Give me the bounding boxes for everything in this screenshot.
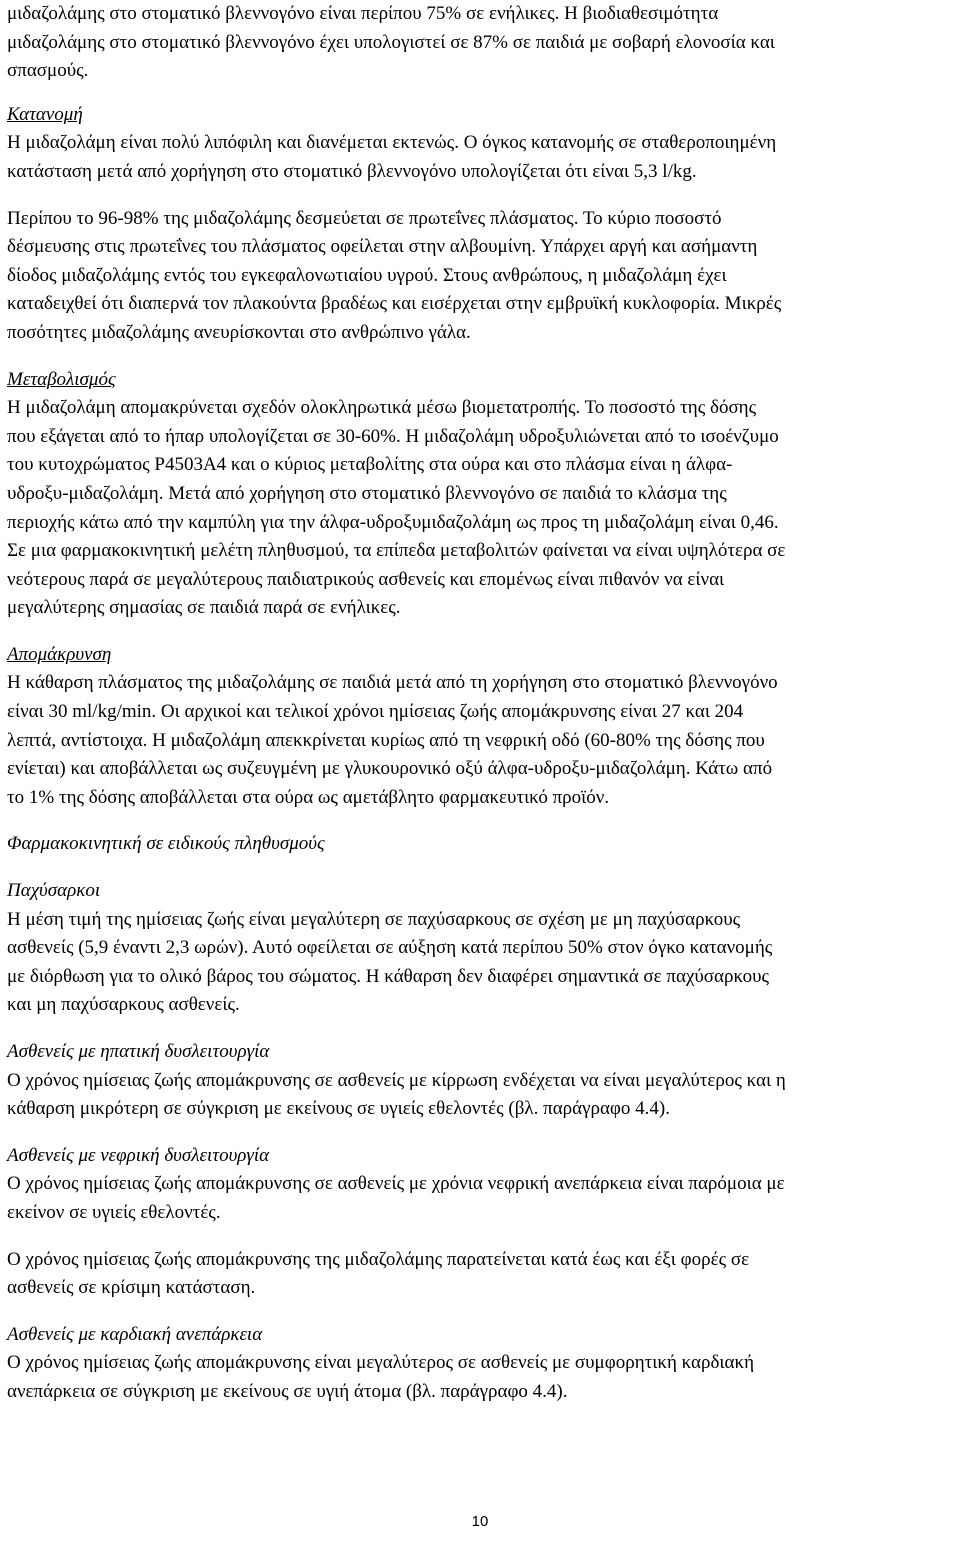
- obese-heading: Παχύσαρκοι: [7, 880, 101, 902]
- text-line: Η μιδαζολάμη απομακρύνεται σχεδόν ολοκληρωτικά μέσω βιομετατροπής. Το ποσοστό της δόσης: [7, 397, 757, 419]
- text-line: κάθαρση μικρότερη σε σύγκριση με εκείνους σε υγιείς εθελοντές (βλ. παράγραφο 4.4).: [7, 1098, 670, 1120]
- text-line: δέσμευσης στις πρωτεΐνες του πλάσματος οφείλεται στην αλβουμίνη. Υπάρχει αργή και ασήμαντη: [7, 236, 758, 258]
- text-line: περιοχής κάτω από την καμπύλη για την άλφα-υδροξυμιδαζολάμη ως προς τη μιδαζολάμη είναι 0,46.: [7, 511, 779, 533]
- metabolism-section: [7, 366, 953, 623]
- page-number: 10: [471, 1513, 489, 1530]
- metabolism-heading: Μεταβολισμός: [7, 368, 116, 390]
- critical-paragraph: [7, 1246, 953, 1303]
- text-line: Ο χρόνος ημίσειας ζωής απομάκρυνσης σε ασθενείς με κίρρωση ενδέχεται να είναι μεγαλύτερος και η: [7, 1069, 786, 1091]
- intro-paragraph: [7, 0, 953, 86]
- text-line: ανεπάρκεια σε σύγκριση με εκείνους σε υγιή άτομα (βλ. παράγραφο 4.4).: [7, 1380, 568, 1402]
- special-populations-heading: Φαρμακοκινητική σε ειδικούς πληθυσμούς: [7, 833, 325, 855]
- text-line: που εξάγεται από το ήπαρ υπολογίζεται σε 30-60%. Η μιδαζολάμη υδροξυλιώνεται από το ισοένζυμο: [7, 425, 779, 447]
- text-line: με διόρθωση για το ολικό βάρος του σώματος. Η κάθαρση δεν διαφέρει σημαντικά σε παχύσαρκους: [7, 965, 770, 987]
- text-line: και μη παχύσαρκους ασθενείς.: [7, 994, 240, 1016]
- text-line: ασθενείς (5,9 έναντι 2,3 ωρών). Αυτό οφείλεται σε αύξηση κατά περίπου 50% στον όγκο κατανομής: [7, 937, 773, 959]
- elimination-heading: Απομάκρυνση: [7, 643, 112, 665]
- text-line: νεότερους παρά σε μεγαλύτερους παιδιατρικούς ασθενείς και επομένως είναι πιθανόν να είναι: [7, 568, 725, 590]
- distribution-section: [7, 101, 953, 187]
- text-line: Η μιδαζολάμη είναι πολύ λιπόφιλη και διανέμεται εκτενώς. Ο όγκος κατανομής σε σταθεροποιημένη: [7, 132, 777, 154]
- hepatic-heading: Ασθενείς με ηπατική δυσλειτουργία: [7, 1041, 270, 1062]
- text-line: μεγαλύτερης σημασίας σε παιδιά παρά σε ενήλικες.: [7, 597, 401, 619]
- text-line: κατάσταση μετά από χορήγηση στο στοματικό βλεννογόνο υπολογίζεται ότι είναι 5,3 l/kg.: [7, 160, 697, 182]
- special-populations-section: [7, 830, 953, 859]
- text-line: ποσότητες μιδαζολάμης ανευρίσκονται στο ανθρώπινο γάλα.: [7, 321, 471, 343]
- text-line: μιδαζολάμης στο στοματικό βλεννογόνο είναι περίπου 75% σε ενήλικες. Η βιοδιαθεσιμότητα: [7, 3, 719, 24]
- cardiac-section: [7, 1321, 953, 1407]
- text-line: Ο χρόνος ημίσειας ζωής απομάκρυνσης είναι μεγαλύτερος σε ασθενείς με συμφορητική καρδιακή: [7, 1352, 755, 1374]
- text-line: Η κάθαρση πλάσματος της μιδαζολάμης σε παιδιά μετά από τη χορήγηση στο στοματικό βλεννογόνο: [7, 672, 778, 694]
- protein-binding-paragraph: [7, 205, 953, 348]
- text-line: Ο χρόνος ημίσειας ζωής απομάκρυνσης της μιδαζολάμης παρατείνεται κατά έως και έξι φορές σε: [7, 1248, 750, 1270]
- text-line: εκείνον σε υγιείς εθελοντές.: [7, 1201, 221, 1223]
- renal-section: [7, 1142, 953, 1228]
- text-line: Η μέση τιμή της ημίσειας ζωής είναι μεγαλύτερη σε παχύσαρκους σε σχέση με μη παχύσαρκους: [7, 908, 741, 930]
- text-line: ενίεται) και αποβάλλεται ως συζευγμένη με γλυκουρονικό οξύ άλφα-υδροξυ-μιδαζολάμη. Κάτω από: [7, 758, 773, 780]
- obese-section: [7, 877, 953, 1020]
- text-line: σπασμούς.: [7, 60, 89, 82]
- distribution-heading: Κατανομή: [7, 103, 83, 125]
- text-line: Σε μια φαρμακοκινητική μελέτη πληθυσμού, τα επίπεδα μεταβολιτών φαίνεται να είναι υψηλότερα σε: [7, 540, 786, 562]
- cardiac-heading: Ασθενείς με καρδιακή ανεπάρκεια: [7, 1323, 263, 1345]
- hepatic-section: [7, 1038, 953, 1124]
- renal-heading: Ασθενείς με νεφρική δυσλειτουργία: [7, 1144, 270, 1166]
- text-line: δίοδος μιδαζολάμης εντός του εγκεφαλονωτιαίου υγρού. Στους ανθρώπους, η μιδαζολάμη έχει: [7, 264, 727, 286]
- elimination-section: [7, 641, 953, 813]
- document-page: [7, 0, 953, 1407]
- text-line: το 1% της δόσης αποβάλλεται στα ούρα ως αμετάβλητο φαρμακευτικό προϊόν.: [7, 786, 610, 808]
- text-line: μιδαζολάμης στο στοματικό βλεννογόνο έχει υπολογιστεί σε 87% σε παιδιά με σοβαρή ελονοσία και: [7, 31, 775, 53]
- text-line: ασθενείς σε κρίσιμη κατάσταση.: [7, 1277, 256, 1299]
- text-line: είναι 30 ml/kg/min. Οι αρχικοί και τελικοί χρόνοι ημίσειας ζωής απομάκρυνσης είναι 27 και 204: [7, 701, 744, 723]
- text-line: Ο χρόνος ημίσειας ζωής απομάκρυνσης σε ασθενείς με χρόνια νεφρική ανεπάρκεια είναι παρόμοια με: [7, 1173, 785, 1195]
- text-line: υδροξυ-μιδαζολάμη. Μετά από χορήγηση στο στοματικό βλεννογόνο σε παιδιά το κλάσμα της: [7, 482, 727, 504]
- text-line: καταδειχθεί ότι διαπερνά τον πλακούντα βραδέως και εισέρχεται στην εμβρυϊκή κυκλοφορία. Μικρές: [7, 293, 782, 315]
- text-line: Περίπου το 96-98% της μιδαζολάμης δεσμεύεται σε πρωτεΐνες πλάσματος. Το κύριο ποσοστό: [7, 207, 722, 229]
- text-line: του κυτοχρώματος P4503A4 και ο κύριος μεταβολίτης στα ούρα και στο πλάσμα είναι η άλφα-: [7, 454, 733, 476]
- text-line: λεπτά, αντίστοιχα. Η μιδαζολάμη απεκκρίνεται κυρίως από τη νεφρική οδό (60-80% της δόσης που: [7, 729, 765, 751]
